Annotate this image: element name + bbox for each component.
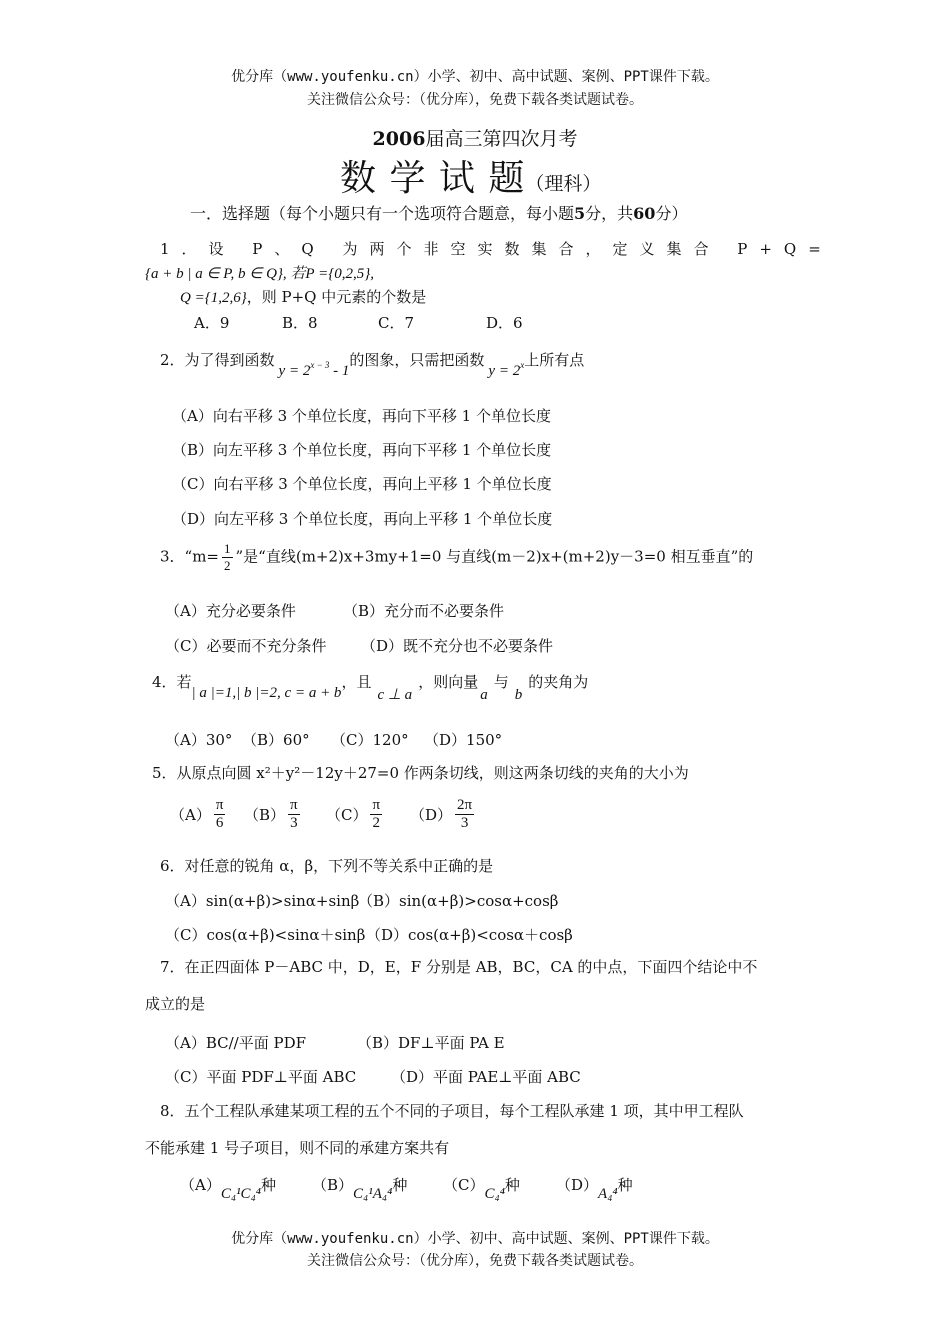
q2-function-1: $y = 2^{x - 3} - 1$ <box>278 360 350 379</box>
q1-option-c: C．7 <box>378 314 415 332</box>
q4-perp: c ⊥ a <box>377 687 413 703</box>
q5-option-d: （D） $\frac{2\pi}{3}$ <box>410 797 473 831</box>
q8-option-c-expr: C₄⁴ <box>484 1186 505 1202</box>
q8-option-c: （C）C₄⁴种 <box>443 1176 520 1202</box>
subject-sub: （理科） <box>525 173 602 195</box>
footer-line-2: 关注微信公众号：（优分库），免费下载各类试题试卷。 <box>307 1253 643 1269</box>
q3-stem: 3．“m= $\frac{1}{2}$ ”是“直线(m+2)x+3my+1=0 与直线(m－2)x+(m+2)y－3=0 相互垂直”的 <box>160 541 754 573</box>
q6-option-b: （B）sin(α+β)>cosα+cosβ <box>358 892 559 910</box>
header-line-2: 关注微信公众号：（优分库），免费下载各类试题试卷。 <box>307 92 643 108</box>
exam-title <box>0 124 950 151</box>
footer-line-1: 优分库（www.youfenku.cn）小学、初中、高中试题、案例、PPT课件下载。 <box>231 1231 719 1247</box>
q1-set-def: {a + b | a ∈ P, b ∈ Q}, 若P ={0,2,5}, <box>145 266 374 282</box>
q2-option-b: （B）向左平移 3 个单位长度，再向下平移 1 个单位长度 <box>172 441 552 459</box>
q4-option-d: （D）150° <box>424 731 503 749</box>
q4-vector-a: a <box>480 687 488 703</box>
q4-option-b: （B）60° <box>242 731 310 749</box>
q8-stem-line-1: 8．五个工程队承建某项工程的五个不同的子项目，每个工程队承建 1 项，其中甲工程队 <box>160 1102 744 1120</box>
q1-q-line: Q ={1,2,6}，则 P+Q 中元素的个数是 <box>180 288 427 306</box>
q5-stem: 5．从原点向圆 x²＋y²－12y＋27=0 作两条切线，则这两条切线的夹角的大小为 <box>152 764 689 782</box>
q4-stem: 4．若| a |=1,| b |=2, c = a + b，且c ⊥ a，则向量a与b的夹角为 <box>152 673 589 703</box>
q6-option-c: （C）cos(α+β)<sinα＋sinβ <box>165 926 366 944</box>
q2-option-d: （D）向左平移 3 个单位长度，再向上平移 1 个单位长度 <box>172 510 553 528</box>
q6-option-d: （D）cos(α+β)<cosα＋cosβ <box>366 926 573 944</box>
q4-vector-b: b <box>514 687 523 703</box>
subject-main: 数 学 试 题 <box>340 158 526 199</box>
q7-option-d: （D）平面 PAE⊥平面 ABC <box>391 1068 581 1086</box>
q3-option-c: （C）必要而不充分条件 <box>165 637 327 655</box>
q5-option-c: （C） $\frac{\pi}{2}$ <box>326 797 381 831</box>
q8-option-b-expr: C₄¹A₄⁴ <box>353 1186 393 1202</box>
header-line-1: 优分库（www.youfenku.cn）小学、初中、高中试题、案例、PPT课件下载。 <box>231 69 719 85</box>
q8-option-a: （A）C₄¹C₄⁴种 <box>180 1176 277 1202</box>
q6-stem: 6．对任意的锐角 α，β，下列不等关系中正确的是 <box>160 857 494 875</box>
q8-option-d-expr: A₄⁴ <box>598 1186 618 1202</box>
section-heading: 一．选择题（每个小题只有一个选项符合题意，每小题5分，共60分） <box>190 204 688 223</box>
q8-option-b: （B）C₄¹A₄⁴种 <box>312 1176 408 1202</box>
q8-option-a-expr: C₄¹C₄⁴ <box>220 1186 261 1202</box>
q1-option-b: B．8 <box>282 314 318 332</box>
q7-stem-line-2: 成立的是 <box>145 995 206 1013</box>
q8-stem-line-2: 不能承建 1 号子项目，则不同的承建方案共有 <box>145 1139 450 1157</box>
q4-option-c: （C）120° <box>331 731 409 749</box>
q2-stem: 2．为了得到函数$y = 2^{x - 3} - 1$的图象，只需把函数$y = 2^x$上所有点 <box>160 351 585 379</box>
q7-option-c: （C）平面 PDF⊥平面 ABC <box>165 1068 357 1086</box>
q7-option-a: （A）BC//平面 PDF <box>165 1034 307 1052</box>
q7-option-b: （B）DF⊥平面 PA E <box>357 1034 505 1052</box>
q8-option-d: （D）A₄⁴种 <box>556 1176 633 1202</box>
q5-option-b: （B） $\frac{\pi}{3}$ <box>244 797 298 831</box>
exam-year: 2006 <box>372 128 426 150</box>
q1-option-a: A．9 <box>194 314 230 332</box>
exam-title-text: 届高三第四次月考 <box>425 128 578 150</box>
q6-option-a: （A）sin(α+β)>sinα+sinβ <box>165 892 360 910</box>
q1-stem: 1．设 P、Q 为两个非空实数集合，定义集合 P+Q= <box>160 240 833 258</box>
q1-option-d: D．6 <box>486 314 523 332</box>
q5-option-a: （A） $\frac{\pi}{6}$ <box>170 797 224 831</box>
q2-option-a: （A）向右平移 3 个单位长度，再向下平移 1 个单位长度 <box>172 407 551 425</box>
subject-title <box>340 150 601 201</box>
q2-function-2: $y = 2^x$ <box>488 360 525 379</box>
q3-option-b: （B）充分而不必要条件 <box>343 602 505 620</box>
q3-option-a: （A）充分必要条件 <box>165 602 296 620</box>
q7-stem-line-1: 7．在正四面体 P－ABC 中，D，E，F 分别是 AB，BC，CA 的中点，下面四个结论中不 <box>160 958 758 976</box>
q4-option-a: （A）30° <box>165 731 233 749</box>
q2-option-c: （C）向右平移 3 个单位长度，再向上平移 1 个单位长度 <box>172 475 552 493</box>
q4-condition: | a |=1,| b |=2, c = a + b <box>191 685 342 701</box>
q3-fraction: $\frac{1}{2}$ <box>224 541 231 573</box>
q3-option-d: （D）既不充分也不必要条件 <box>361 637 554 655</box>
